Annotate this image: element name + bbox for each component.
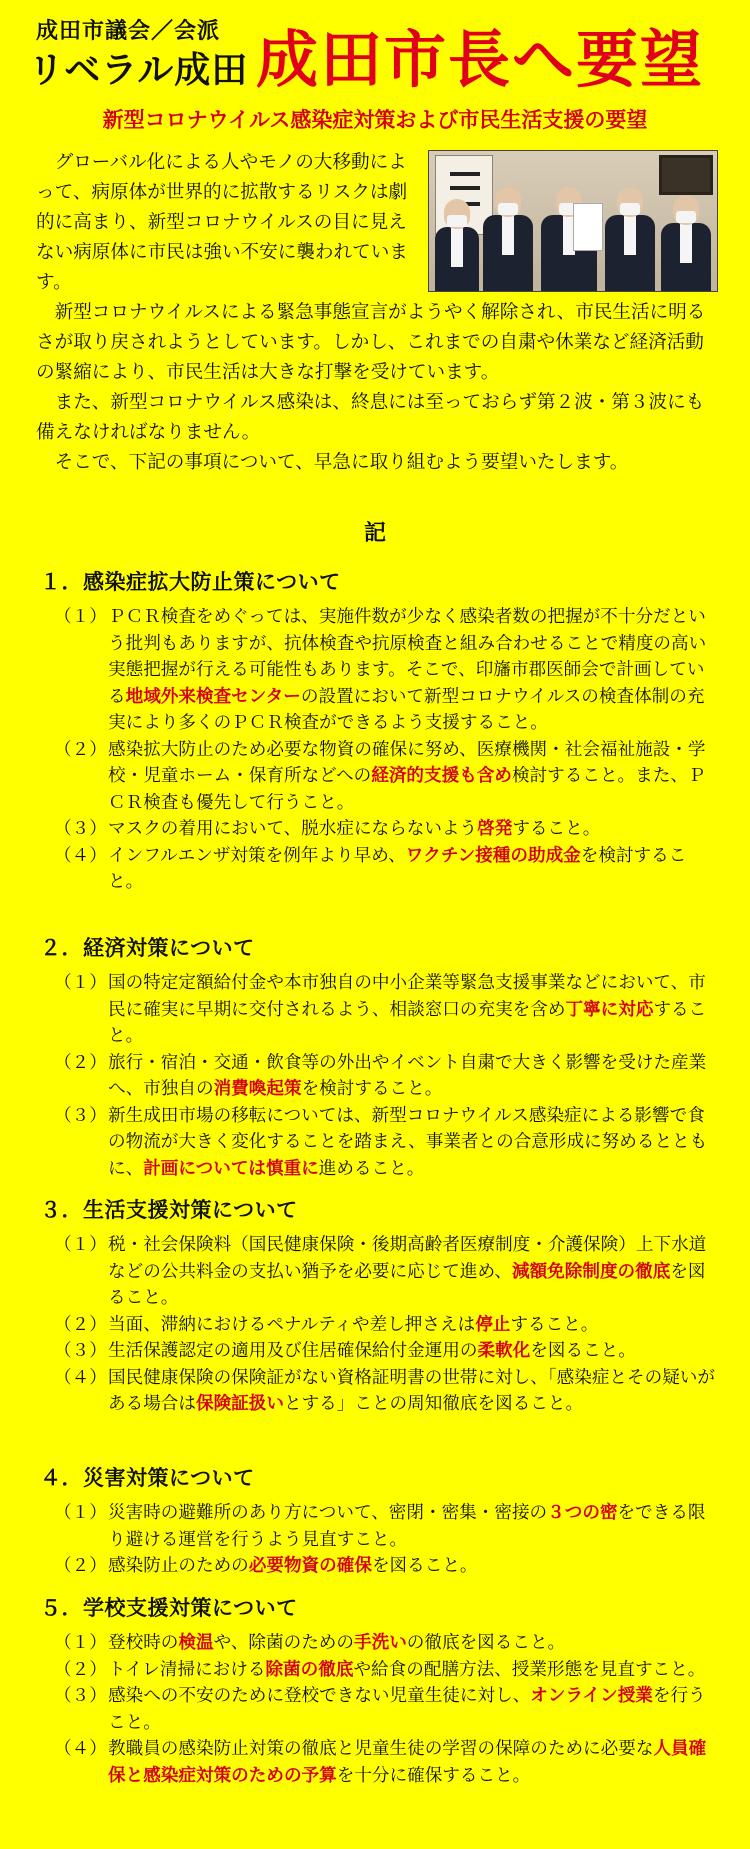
highlighted-phrase: 経済的支援も含め — [371, 766, 512, 786]
item-text-part: 検討すること。また、ＰＣＲ検査も優先して行うこと。 — [108, 766, 706, 813]
request-section — [40, 1462, 720, 1580]
item-text-part: を検討すること。 — [108, 845, 687, 892]
item-text — [108, 843, 720, 896]
highlighted-phrase: ３つの密 — [547, 1503, 618, 1523]
item-text-part: 感染拡大防止のため必要な物資の確保に努め、医療機関・社会福祉施設・学校・児童ホーム・保育所などへの — [108, 739, 706, 786]
item-text-part: 感染への不安のために登校できない児童生徒に対し、 — [108, 1686, 531, 1706]
request-item — [54, 1500, 720, 1553]
section-heading: ４．災害対策について — [40, 1466, 255, 1490]
section-heading: ５．学校支援対策について — [40, 1596, 298, 1620]
item-text-part: トイレ清掃における — [108, 1659, 266, 1680]
item-text-part: 当面、滞納におけるペナルティや差し押さえは — [108, 1314, 476, 1335]
item-text-part: 災害時の避難所のあり方について、密閉・密集・密接の — [108, 1503, 548, 1523]
party-affiliation: 成田市議会／会派 — [36, 19, 221, 44]
item-text — [108, 1500, 720, 1553]
request-item — [54, 737, 720, 817]
item-text-part: や、除菌のための — [213, 1633, 354, 1653]
item-text — [108, 1630, 720, 1657]
item-text-part: 国の特定定額給付金や本市独自の中小企業等緊急支援事業などにおいて、市民に確実に早期に交付されるよう、相談窓口の充実を含め — [108, 973, 706, 1020]
request-section — [40, 932, 720, 1182]
item-number: （１） — [54, 973, 107, 993]
highlighted-phrase: 停止 — [475, 1314, 511, 1335]
item-text — [108, 1050, 720, 1103]
item-number: （４） — [54, 1739, 107, 1759]
item-text — [108, 816, 720, 843]
item-text-part: をできる限り避ける運営を行うよう見直すこと。 — [108, 1503, 706, 1550]
request-item — [54, 816, 720, 843]
request-item — [54, 1657, 720, 1684]
highlighted-phrase: 検温 — [178, 1633, 214, 1653]
intro-paragraph: また、新型コロナウイルス感染は、終息には至っておらず第２波・第３波にも備えなければなりません。 — [36, 392, 705, 443]
intro-text — [36, 148, 716, 478]
section-heading: １．感染症拡大防止策について — [40, 570, 341, 594]
intro-paragraph: グローバル化による人やモノの大移動によって、病原体が世界的に拡散するリスクは劇的に高まり、新型コロナウイルスの目に見えない病原体に市民は強い不安に襲われています。 — [36, 152, 408, 293]
request-section — [40, 1194, 720, 1418]
item-number: （３） — [54, 1105, 107, 1126]
item-text-part: を図ること。 — [108, 1261, 706, 1308]
highlighted-phrase: 柔軟化 — [477, 1341, 531, 1361]
item-text — [108, 1338, 720, 1365]
intro-paragraph: そこで、下記の事項について、早急に取り組むよう要望いたします。 — [54, 452, 629, 473]
item-text-part: 国民健康保険の保険証がない資格証明書の世帯に対し、「感染症とその疑いがある場合は — [108, 1367, 715, 1414]
item-number: （１） — [54, 1235, 107, 1255]
item-number: （４） — [54, 845, 107, 866]
page-subtitle: 新型コロナウイルス感染症対策および市民生活支援の要望 — [102, 108, 648, 132]
request-item — [54, 1338, 720, 1365]
highlighted-phrase: 手洗い — [354, 1633, 407, 1653]
highlighted-phrase: 保険証扱い — [195, 1394, 284, 1414]
item-text-part: 感染防止のための — [108, 1556, 249, 1576]
highlighted-phrase: 人員確保と感染症対策のための予算 — [108, 1739, 707, 1786]
item-text-part: の徹底を図ること。 — [406, 1633, 566, 1653]
request-item — [54, 843, 720, 896]
item-text-part: すること。 — [510, 1314, 599, 1335]
item-text-part: マスクの着用において、脱水症にならないよう — [108, 819, 478, 839]
request-item — [54, 604, 720, 737]
item-text — [108, 1103, 720, 1183]
item-number: （１） — [54, 607, 107, 627]
request-item — [54, 970, 720, 1050]
highlighted-phrase: 地域外来検査センター — [125, 686, 301, 707]
item-number: （３） — [54, 1341, 107, 1361]
highlighted-phrase: ワクチン接種の助成金 — [405, 845, 581, 866]
item-text-part: 教職員の感染防止対策の徹底と児童生徒の学習の保障のために必要な — [108, 1739, 654, 1759]
item-number: （１） — [54, 1633, 107, 1653]
request-item — [54, 1630, 720, 1657]
request-section — [40, 566, 720, 896]
item-text-part: や給食の配膳方法、授業形態を見直すこと。 — [353, 1659, 706, 1680]
item-text-part: とする」ことの周知徹底を図ること。 — [283, 1394, 584, 1414]
item-text-part: すること。 — [108, 999, 707, 1046]
page-title: 成田市長へ要望 — [256, 23, 705, 96]
item-number: （４） — [54, 1367, 107, 1388]
item-text-part: の設置において新型コロナウイルスの検査体制の充実により多くのＰＣＲ検査ができるよう支援すること。 — [108, 686, 705, 733]
item-text — [108, 1657, 720, 1684]
item-text-part: 登校時の — [108, 1633, 179, 1653]
item-text — [108, 604, 720, 737]
item-text — [108, 1736, 720, 1789]
item-text-part: 旅行・宿泊・交通・飲食等の外出やイベント自粛で大きく影響を受けた産業へ、市独自の — [108, 1052, 707, 1099]
item-text-part: 生活保護認定の適用及び住居確保給付金運用の — [108, 1341, 478, 1361]
item-text — [108, 1365, 720, 1418]
request-item — [54, 1050, 720, 1103]
highlighted-phrase: 啓発 — [477, 819, 513, 839]
section-heading: ２．経済対策について — [40, 936, 255, 960]
request-item — [54, 1232, 720, 1312]
highlighted-phrase: 計画については慎重に — [143, 1158, 319, 1179]
item-text-part: を行うこと。 — [108, 1686, 706, 1733]
item-text — [108, 1232, 720, 1312]
item-text-part: を検討すること。 — [301, 1079, 443, 1099]
highlighted-phrase: 丁寧に対応 — [565, 999, 654, 1020]
ki-heading: 記 — [363, 521, 386, 546]
header — [0, 0, 750, 100]
highlighted-phrase: 必要物資の確保 — [248, 1556, 372, 1576]
item-number: （２） — [54, 1314, 107, 1335]
item-text — [108, 1553, 720, 1580]
item-text-part: 新生成田市場の移転については、新型コロナウイルス感染症による影響で食の物流が大きく変化することを踏まえ、事業者との合意形成に努めるとともに、 — [108, 1105, 708, 1179]
item-text — [108, 1683, 720, 1736]
intro-paragraph: 新型コロナウイルスによる緊急事態宣言がようやく解除され、市民生活に明るさが取り戻されようとしています。しかし、これまでの自粛や休業など経済活動の緊縮により、市民生活は大きな打撃を受けています。 — [36, 302, 706, 383]
item-text-part: 進めること。 — [318, 1158, 425, 1179]
item-number: （２） — [54, 739, 107, 760]
item-text-part: すること。 — [512, 819, 601, 839]
item-number: （３） — [54, 819, 107, 839]
request-item — [54, 1683, 720, 1736]
request-item — [54, 1312, 720, 1339]
item-text — [108, 1312, 720, 1339]
section-heading: ３．生活支援対策について — [40, 1198, 298, 1222]
request-item — [54, 1103, 720, 1183]
item-number: （２） — [54, 1659, 107, 1680]
item-text-part: ＰＣＲ検査をめぐっては、実施件数が少なく感染者数の把握が不十分だという批判もありますが、抗体検査や抗原検査と組み合わせることで精度の高い実態把握が行える可能性もあります。そこで、印旛市郡医師会で計画している — [108, 607, 707, 707]
highlighted-phrase: 減額免除制度の徹底 — [511, 1261, 671, 1282]
highlighted-phrase: オンライン授業 — [530, 1686, 653, 1706]
highlighted-phrase: 消費喚起策 — [213, 1079, 302, 1099]
item-number: （２） — [54, 1052, 107, 1073]
item-text-part: 税・社会保険料（国民健康保険・後期高齢者医療制度・介護保険）上下水道などの公共料金の支払い猶予を必要に応じて進め、 — [108, 1235, 707, 1282]
request-item — [54, 1365, 720, 1418]
request-item — [54, 1553, 720, 1580]
item-number: （３） — [54, 1686, 107, 1706]
item-number: （２） — [54, 1556, 107, 1576]
party-name: リベラル成田 — [28, 50, 249, 91]
item-text-part: インフルエンザ対策を例年より早め、 — [108, 845, 406, 866]
item-text-part: を十分に確保すること。 — [336, 1765, 531, 1786]
highlighted-phrase: 除菌の徹底 — [265, 1659, 354, 1680]
request-item — [54, 1736, 720, 1789]
item-text-part: を図ること。 — [530, 1341, 636, 1361]
item-number: （１） — [54, 1503, 107, 1523]
item-text-part: を図ること。 — [371, 1556, 478, 1576]
item-text — [108, 970, 720, 1050]
request-section — [40, 1592, 720, 1789]
item-text — [108, 737, 720, 817]
